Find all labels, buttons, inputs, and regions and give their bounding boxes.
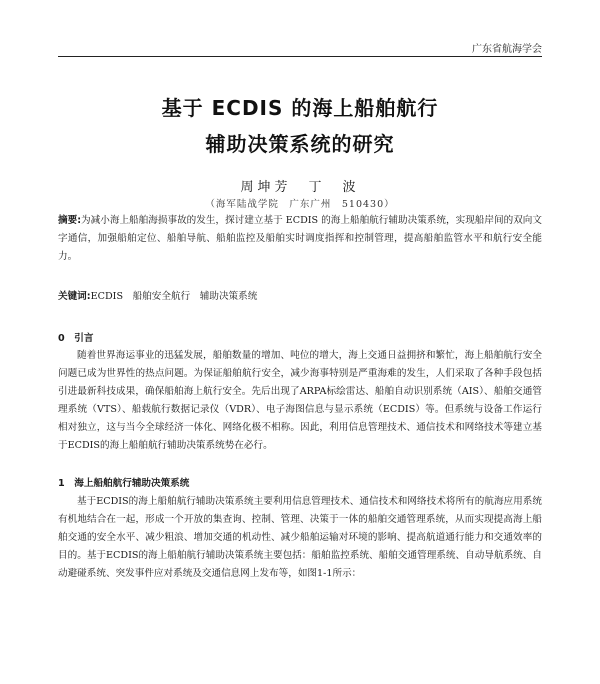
paper-title-line2: 辅助决策系统的研究 bbox=[205, 132, 395, 156]
intro-paragraph: 随着世界海运事业的迅猛发展，船舶数量的增加、吨位的增大，海上交通日益拥挤和繁忙，海上船舶航行安全问题已成为世界性的热点问题。为保证船舶航行安全，减少海事特别是严重海难的发生，人们采取了各种手段包括引进最新科技成果，确保船舶海上航行安全。先后出现了ARPA标绘雷达、船舶自动识别系统（AIS）、船舶交通管理系统（VTS）、船载航行数据记录仪（VDR）、电子海图信息与显示系统（ECDIS）等。但系统与设备工作运行相对独立，这与当今全球经济一体化、网络化极不相称。因此，利用信息管理技术、通信技术和网络技术等建立基于ECDIS的海上船舶航行辅助决策系统势在必行。 bbox=[58, 350, 542, 451]
header-rule bbox=[58, 56, 542, 57]
section-1-heading: 1 海上船舶航行辅助决策系统 bbox=[58, 478, 190, 489]
abstract-text: 为减小海上船舶海损事故的发生，探讨建立基于 ECDIS 的海上船舶航行辅助决策系统，实现船岸间的双向文字通信，加强船舶定位、船舶导航、船舶监控及船舶实时调度指挥和控制管理，提高船舶监管水平和航行安全能力。 bbox=[58, 215, 542, 262]
keywords-label: 关键词: bbox=[58, 291, 91, 302]
keywords bbox=[58, 288, 542, 302]
abstract bbox=[58, 212, 542, 266]
abstract-label: 摘要: bbox=[58, 215, 82, 226]
affiliation: （海军陆战学院 广东广州 510430） bbox=[205, 199, 395, 210]
paper-title-line1: 基于 ECDIS 的海上船舶航行 bbox=[161, 96, 439, 120]
section-0-heading: 0 引言 bbox=[58, 333, 94, 344]
authors: 周坤芳 丁 波 bbox=[240, 180, 360, 195]
keywords-text: ECDIS 船舶安全航行 辅助决策系统 bbox=[90, 291, 258, 302]
running-head: 广东省航海学会 bbox=[472, 44, 542, 55]
section-1-paragraph: 基于ECDIS的海上船舶航行辅助决策系统主要利用信息管理技术、通信技术和网络技术将所有的航海应用系统有机地结合在一起，形成一个开放的集查询、控制、管理、决策于一体的船舶交通管理系统，从而实现提高海上船舶交通的安全水平、减少粗浪、增加交通的机动性、减少船舶运输对环境的影响、提高航道通行能力和交通效率的目的。基于ECDIS的海上船舶航行辅助决策系统主要包括：船舶监控系统、船舶交通管理系统、自动导航系统、自动避碰系统、突发事件应对系统及交通信息网上发布等，如图1-1所示： bbox=[58, 496, 542, 579]
